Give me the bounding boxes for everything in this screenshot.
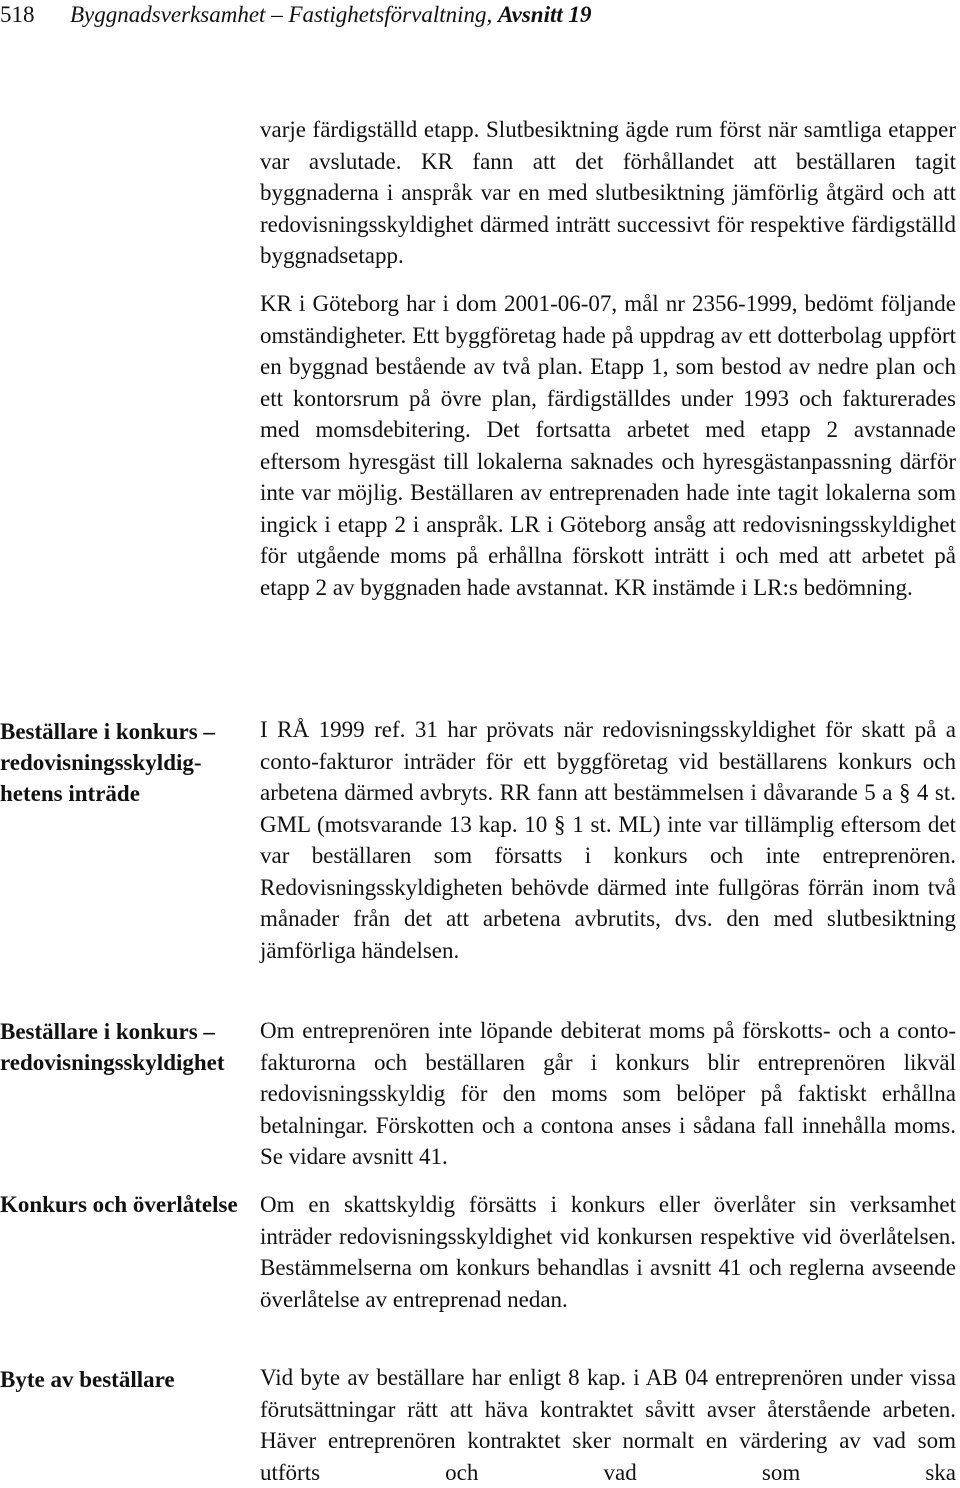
margin-note-bankruptcy-transfer: Konkurs och överlåtelse (0, 1192, 238, 1217)
running-title-text: Byggnadsverksamhet – Fastighetsförvaltning, (70, 2, 493, 27)
paragraph-kr-goteborg-ruling: KR i Göteborg har i dom 2001-06-07, mål nr 2356-1999, bedömt följande omständigheter. Ett byggföretag hade på uppdrag av ett dotterbolag uppfört en byggnad bestående av två plan. Etapp 1, som bestod av nedre plan och ett kontorsrum på övre plan, färdigställdes under 1993 och fakturerades med momsdebitering. Det fortsatta arbetet med etapp 2 avstannade eftersom hyresgäst till lokalerna saknades och hyresgästanpassning därför inte var möjlig. Beställaren av entreprenaden hade inte tagit lokalerna som ingick i etapp 2 i anspråk. LR i Göteborg ansåg att redovisningsskyldighet för utgående moms på erhållna förskott inträtt i och med att arbetet på etapp 2 av byggnaden hade avstannat. KR instämde i LR:s bedömning. (260, 291, 956, 600)
paragraph-staged-completion: varje färdigställd etapp. Slutbesiktning ägde rum först när samtliga etapper var avslutade. KR fann att det förhållandet att beställaren tagit byggnaderna i anspråk var en med slutbesiktning jämförlig åtgärd och att redovisningsskyldighet därmed inträtt successivt för respektive färdigställd byggnadsetapp. (260, 117, 956, 268)
paragraph-bankruptcy-transfer: Om en skattskyldig försätts i konkurs eller överlåter sin verksamhet inträder redovisningsskyldighet vid konkursen respektive vid överlåtelsen. Bestämmelserna om konkurs behandlas i avsnitt 41 och reglerna avseende överlåtelse av entreprenad nedan. (260, 1192, 956, 1312)
section-label: Avsnitt 19 (498, 2, 592, 27)
running-title (70, 0, 592, 30)
paragraph-ra-1999-ref-31: I RÅ 1999 ref. 31 har prövats när redovisningsskyldighet för skatt på a conto-fakturor inträder för ett byggföretag vid beställarens konkurs och arbetena därmed avbryts. RR fann att bestämmelsen i dåvarande 5 a § 4 st. GML (motsvarande 13 kap. 10 § 1 st. ML) inte var tillämplig eftersom det var beställaren som försatts i konkurs och inte entreprenören. Redovisningsskyldigheten behövde därmed inte fullgöras förrän inom två månader från det att arbetena avbrutits, dvs. den med slutbesiktning jämförliga händelsen. (260, 717, 956, 963)
margin-note-buyer-bankruptcy-accounting: Beställare i konkurs – redovisningsskyldighet (0, 1019, 225, 1075)
margin-note-buyer-bankruptcy-accounting-start: Beställare i konkurs – redovisningsskyldighetens inträde (0, 719, 215, 806)
paragraph-change-of-buyer: Vid byte av beställare har enligt 8 kap. i AB 04 entreprenören under vissa förutsättningar rätt att häva kontraktet såvitt avser återstående arbeten. Häver entreprenören kontraktet sker normalt en värdering av vad som utförts och vad som ska (260, 1365, 956, 1485)
page-header (0, 0, 960, 30)
page-number: 518 (0, 2, 35, 27)
paragraph-advance-invoices: Om entreprenören inte löpande debiterat moms på förskotts- och a conto-fakturorna och beställaren går i konkurs blir entreprenören likväl redovisningsskyldig för den moms som belöper på faktiskt erhållna betalningar. Förskotten och a contona anses i sådana fall innehålla moms. Se vidare avsnitt 41. (260, 1018, 956, 1169)
margin-note-change-of-buyer: Byte av beställare (0, 1367, 175, 1392)
